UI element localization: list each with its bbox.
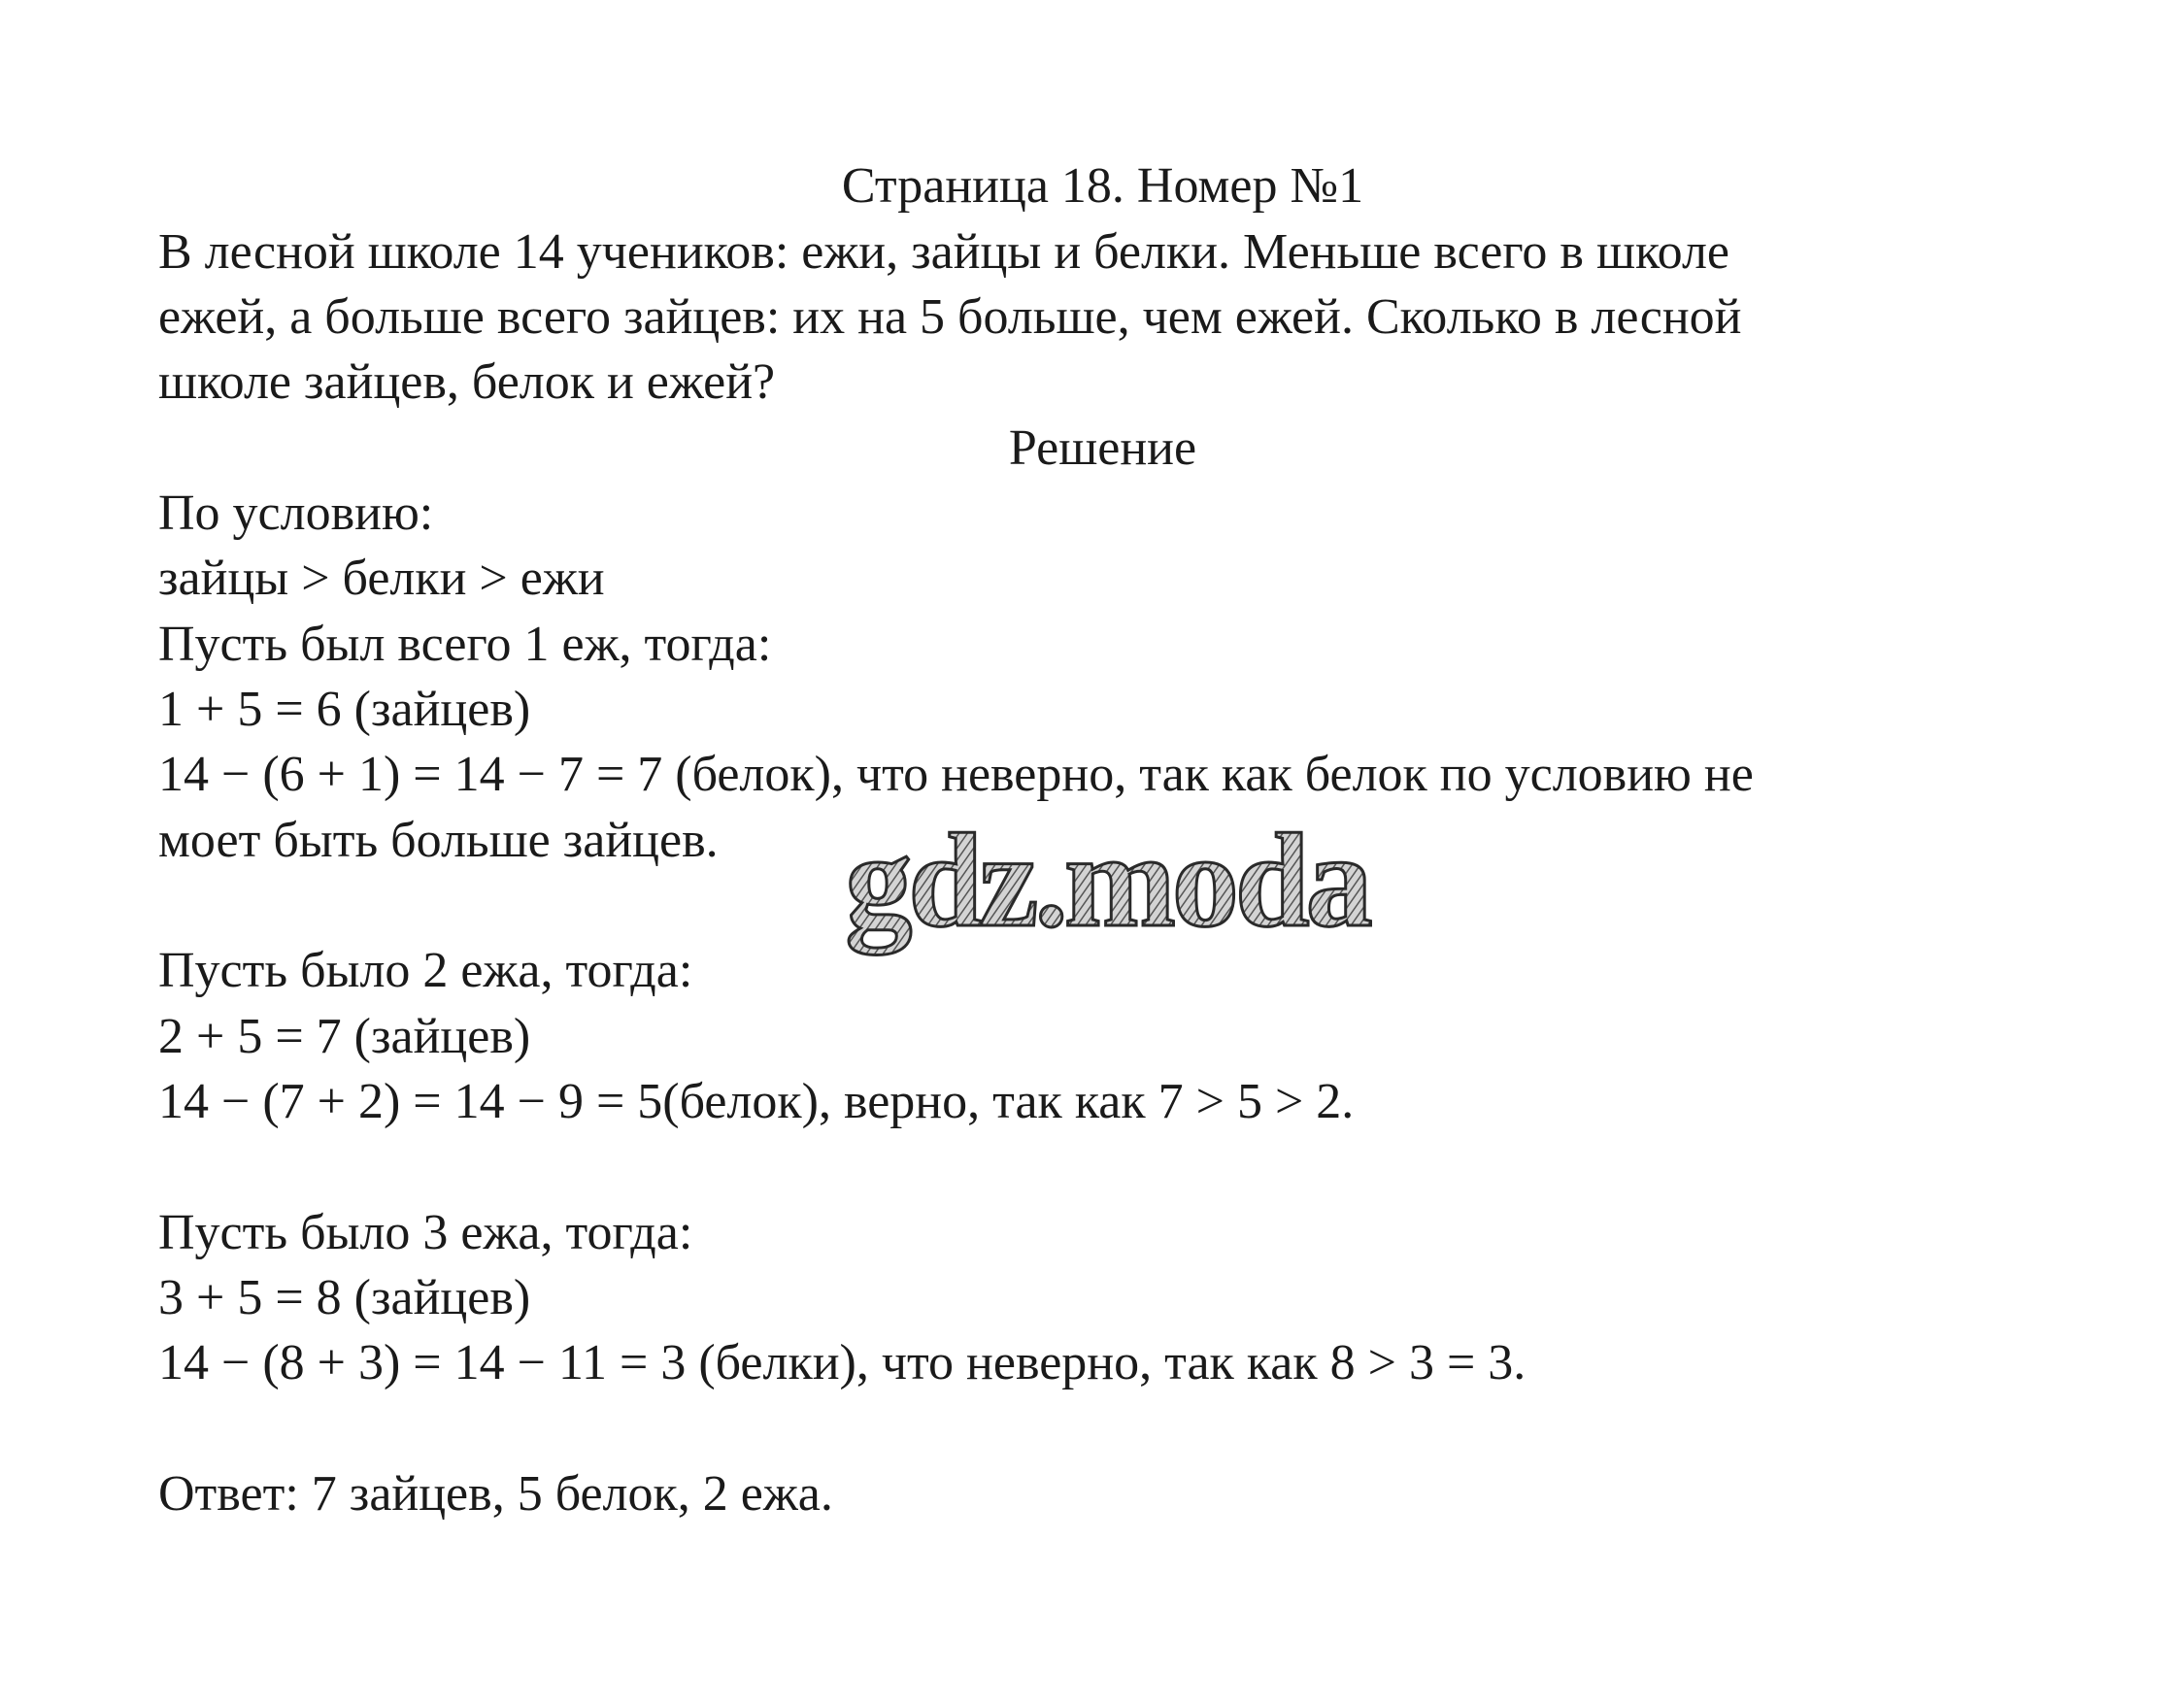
solution-line: Пусть было 2 ежа, тогда:: [158, 943, 693, 998]
solution-line: зайцы > белки > ежи: [158, 551, 605, 606]
solution-line: Пусть было 3 ежа, тогда:: [158, 1205, 693, 1260]
solution-line: моет быть больше зайцев.: [158, 813, 719, 868]
solution-line: 14 − (6 + 1) = 14 − 7 = 7 (белок), что неверно, так как белок по условию не: [158, 747, 1754, 802]
watermark-text: gdz.moda: [845, 811, 1369, 954]
watermark-logo: [791, 811, 1423, 966]
solution-line: 14 − (7 + 2) = 14 − 9 = 5(белок), верно, так как 7 > 5 > 2.: [158, 1074, 1355, 1129]
solution-line: По условию:: [158, 486, 434, 541]
solution-line: 14 − (8 + 3) = 14 − 11 = 3 (белки), что неверно, так как 8 > 3 = 3.: [158, 1335, 1527, 1390]
solution-line: 1 + 5 = 6 (зайцев): [158, 682, 531, 737]
solution-line: Пусть был всего 1 еж, тогда:: [158, 617, 772, 672]
problem-line-3: школе зайцев, белок и ежей?: [158, 354, 776, 410]
problem-line-1: В лесной школе 14 учеников: ежи, зайцы и белки. Меньше всего в школе: [158, 224, 1729, 280]
answer-line: Ответ: 7 зайцев, 5 белок, 2 ежа.: [158, 1466, 833, 1522]
solution-line: 3 + 5 = 8 (зайцев): [158, 1270, 531, 1325]
solution-line: 2 + 5 = 7 (зайцев): [158, 1009, 531, 1064]
solution-heading: Решение: [1008, 420, 1197, 476]
page-title: Страница 18. Номер №1: [841, 158, 1364, 214]
problem-line-2: ежей, а больше всего зайцев: их на 5 больше, чем ежей. Сколько в лесной: [158, 289, 1742, 345]
